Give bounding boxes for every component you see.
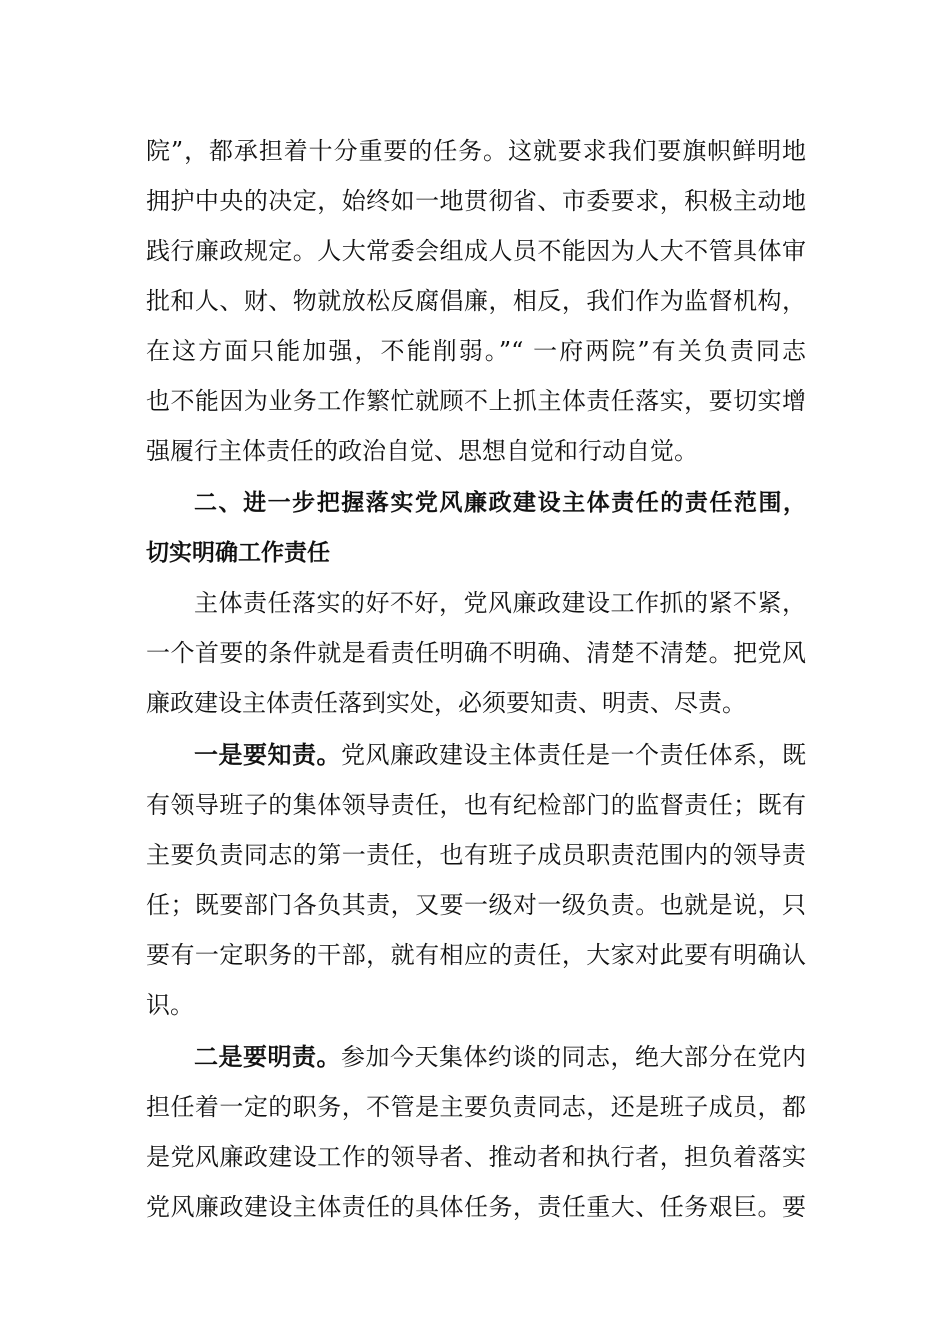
body-text-line: 廉政建设主体责任落到实处，必须要知责、明责、尽责。 bbox=[146, 689, 746, 717]
body-text: 党风廉政建设主体责任是一个责任体系，既 bbox=[341, 741, 806, 769]
body-text-line: 识。 bbox=[146, 991, 194, 1019]
body-text-line: 主体责任落实的好不好，党风廉政建设工作抓的紧不紧， bbox=[194, 589, 806, 617]
body-text-line: 院”，都承担着十分重要的任务。这就要求我们要旗帜鲜明地 bbox=[146, 137, 806, 165]
body-text-line: 在这方面只能加强，不能削弱。”“ 一府两院”有关负责同志 bbox=[146, 337, 806, 365]
body-text-line: 任；既要部门各负其责，又要一级对一级负责。也就是说，只 bbox=[146, 891, 806, 919]
body-text-line: 有领导班子的集体领导责任，也有纪检部门的监督责任；既有 bbox=[146, 791, 806, 819]
body-text-line: 批和人、财、物就放松反腐倡廉，相反，我们作为监督机构， bbox=[146, 287, 806, 315]
body-text-line: 要有一定职务的干部，就有相应的责任，大家对此要有明确认 bbox=[146, 941, 806, 969]
body-text-line: 拥护中央的决定，始终如一地贯彻省、市委要求，积极主动地 bbox=[146, 187, 806, 215]
body-text-line: 也不能因为业务工作繁忙就顾不上抓主体责任落实，要切实增 bbox=[146, 387, 806, 415]
body-text-line: 党风廉政建设主体责任的具体任务，责任重大、任务艰巨。要 bbox=[146, 1193, 806, 1221]
section-heading: 切实明确工作责任 bbox=[146, 540, 330, 566]
body-text-line: 是党风廉政建设工作的领导者、推动者和执行者，担负着落实 bbox=[146, 1143, 806, 1171]
paragraph-lead: 一是要知责。 bbox=[194, 740, 341, 769]
body-text-line: 一个首要的条件就是看责任明确不明确、清楚不清楚。把党风 bbox=[146, 639, 806, 667]
body-text-line: 主要负责同志的第一责任，也有班子成员职责范围内的领导责 bbox=[146, 841, 806, 869]
body-text-line bbox=[194, 735, 806, 775]
body-text-line: 强履行主体责任的政治自觉、思想自觉和行动自觉。 bbox=[146, 437, 698, 465]
body-text-line bbox=[194, 1037, 806, 1077]
paragraph-lead: 二是要明责。 bbox=[194, 1042, 341, 1071]
body-text-line: 践行廉政规定。人大常委会组成人员不能因为人大不管具体审 bbox=[146, 237, 806, 265]
body-text-line: 担任着一定的职务，不管是主要负责同志，还是班子成员，都 bbox=[146, 1093, 806, 1121]
body-text: 参加今天集体约谈的同志，绝大部分在党内 bbox=[341, 1043, 806, 1071]
section-heading: 二、进一步把握落实党风廉政建设主体责任的责任范围， bbox=[194, 490, 806, 516]
